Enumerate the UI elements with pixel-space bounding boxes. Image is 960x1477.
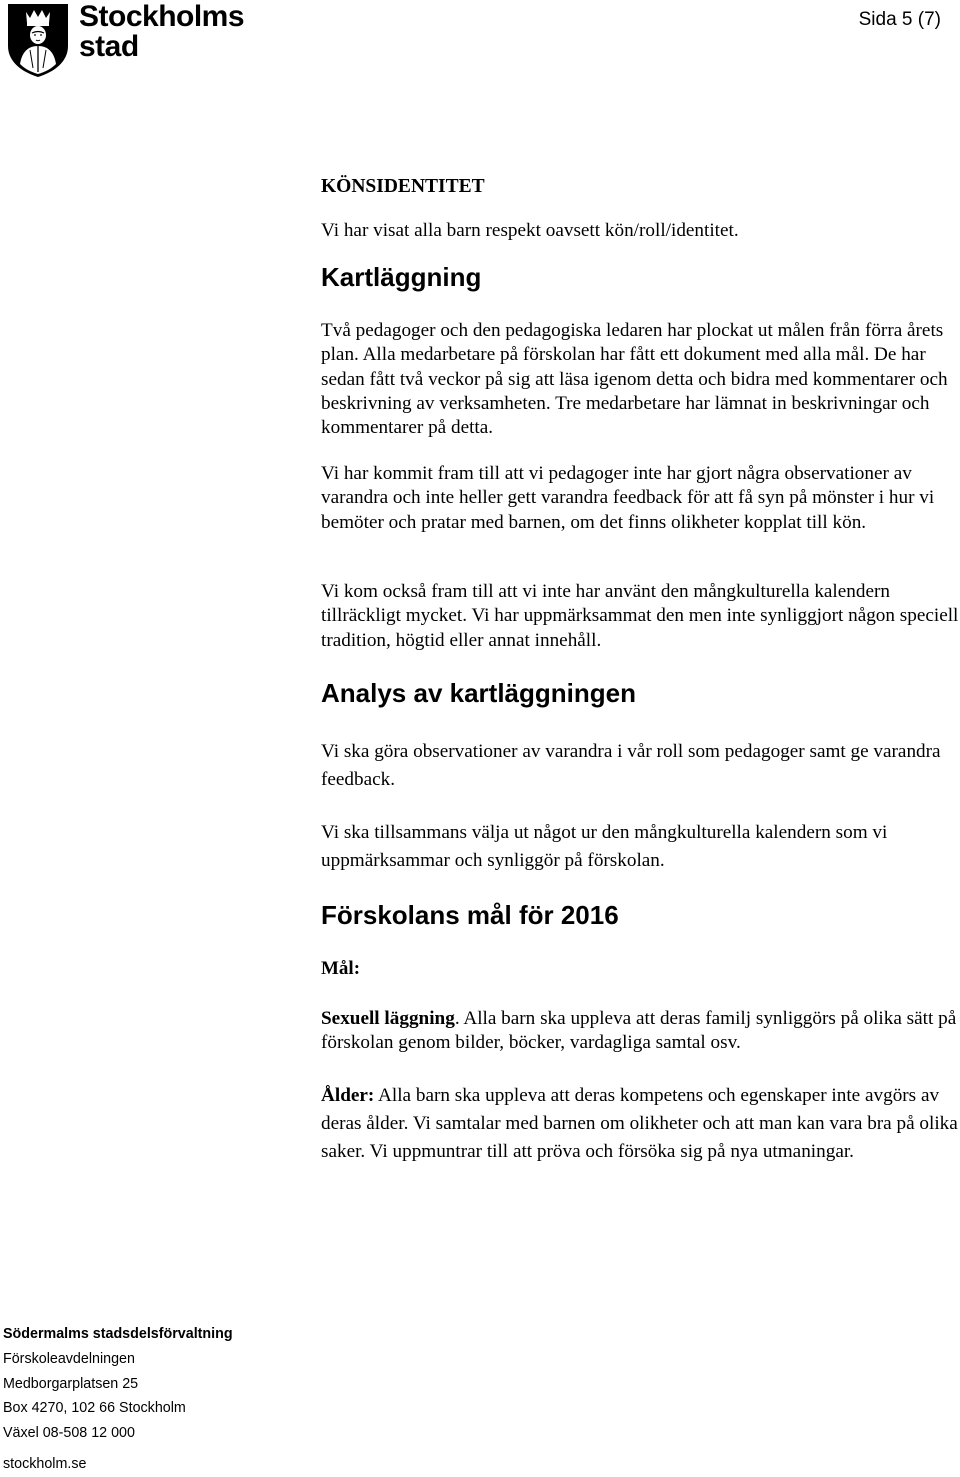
stockholm-crest-icon <box>6 2 70 78</box>
konsidentitet-text: Vi har visat alla barn respekt oavsett kön/roll/identitet. <box>321 220 739 241</box>
goal-sexuell-laggning <box>321 1007 960 1056</box>
goal-label: Ålder: <box>321 1085 375 1106</box>
footer-street: Medborgarplatsen 25 <box>3 1375 139 1392</box>
footer <box>3 1322 233 1477</box>
footer-organization: Södermalms stadsdelsförvaltning <box>3 1326 233 1342</box>
goal-text: . Alla barn ska uppleva att deras familj synliggörs på olika sätt på förskolan genom bilder, böcker, vardagliga samtal osv. <box>321 1008 957 1054</box>
logo-wordmark <box>79 2 244 62</box>
stockholms-stad-logo <box>6 0 245 78</box>
section-heading-kartlaggning: Kartläggning <box>321 262 482 292</box>
kartlaggning-paragraph-2: Vi har kommit fram till att vi pedagoger inte har gjort några observationer av varandra och inte heller gett varandra feedback för att få syn på mönster i hur vi bemöter och pratar med barnen, om det finns olikheter kopplat till kön. <box>321 463 935 533</box>
goal-text: Alla barn ska uppleva att deras kompetens och egenskaper inte avgörs av deras ålder. Vi samtalar med barnen om olikheter och att man kan vara bra på olika saker. Vi uppmuntrar till att pröva och försöka sig på nya utmaningar. <box>321 1085 958 1162</box>
footer-department: Förskoleavdelningen <box>3 1350 135 1367</box>
kartlaggning-paragraph-1: Två pedagoger och den pedagogiska ledaren har plockat ut målen från förra årets plan. Alla medarbetare på förskolan har fått ett dokument med alla mål. De har sedan fått två veckor på sig att läsa igenom detta och bidra med kommentarer och beskrivning av verksamheten. Tre medarbetare har lämnat in beskrivningar och kommentarer på detta. <box>321 320 948 439</box>
goal-alder <box>321 1082 960 1166</box>
goals-subheading: Mål: <box>321 958 361 979</box>
analys-paragraph-1: Vi ska göra observationer av varandra i vår roll som pedagoger samt ge varandra feedback. <box>321 741 941 790</box>
footer-website: stockholm.se <box>3 1455 87 1472</box>
section-heading-mal: Förskolans mål för 2016 <box>321 900 619 930</box>
section-heading-analys: Analys av kartläggningen <box>321 678 636 708</box>
logo-line-2: stad <box>79 30 139 63</box>
analys-paragraph-2: Vi ska tillsammans välja ut något ur den mångkulturella kalendern som vi uppmärksammar och synliggör på förskolan. <box>321 822 888 871</box>
kartlaggning-paragraph-3: Vi kom också fram till att vi inte har använt den mångkulturella kalendern tillräckligt mycket. Vi har uppmärksammat den men inte synliggjort någon speciell tradition, högtid eller annat innehåll. <box>321 581 959 651</box>
footer-phone: Växel 08-508 12 000 <box>3 1425 135 1442</box>
footer-postal: Box 4270, 102 66 Stockholm <box>3 1400 186 1417</box>
goal-label: Sexuell läggning <box>321 1008 455 1029</box>
logo-line-1: Stockholms <box>79 0 245 33</box>
section-heading-konsidentitet: KÖNSIDENTITET <box>321 176 485 197</box>
page-number: Sida 5 (7) <box>858 9 941 30</box>
